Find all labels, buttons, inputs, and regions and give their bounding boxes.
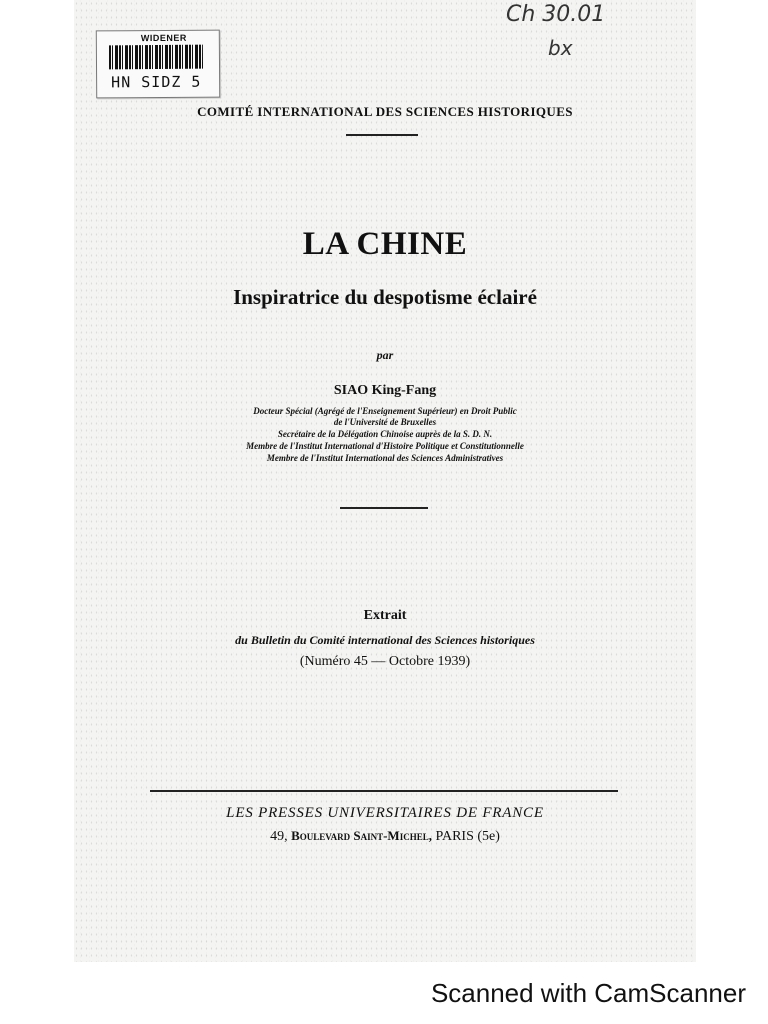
extract-issue: (Numéro 45 — Octobre 1939) <box>299 654 471 669</box>
document-title: LA CHINE <box>302 226 468 262</box>
divider-middle <box>340 507 428 509</box>
scanner-watermark: Scanned with CamScanner <box>430 978 746 1008</box>
credential-line: Docteur Spécial (Agrégé de l'Enseignement Supérieur) en Droit Public <box>253 406 517 416</box>
extract-source-title: Bulletin du Comité international des Sciences historiques <box>250 633 535 647</box>
barcode-icon <box>109 45 203 70</box>
extract-source <box>74 633 696 648</box>
document-subtitle: Inspiratrice du despotisme éclairé <box>233 285 537 309</box>
divider-bottom <box>150 790 618 792</box>
publisher-name: LES PRESSES UNIVERSITAIRES DE FRANCE <box>226 805 544 821</box>
author-name: SIAO King-Fang <box>333 383 437 398</box>
divider-top <box>346 134 418 136</box>
label-library-name: WIDENER <box>140 32 187 44</box>
extract-heading: Extrait <box>363 608 407 623</box>
address-city: PARIS (5e) <box>435 829 500 844</box>
committee-heading: COMITÉ INTERNATIONAL DES SCIENCES HISTORIQUES <box>197 104 573 119</box>
extract-source-prefix: du <box>235 633 248 647</box>
handwritten-call-number: Ch 30.01 <box>506 2 606 27</box>
credential-line: Membre de l'Institut International des Sciences Administratives <box>266 453 504 463</box>
credential-line: Secrétaire de la Délégation Chinoise auprès de la S. D. N. <box>277 429 493 439</box>
by-line: par <box>376 348 394 362</box>
publisher-address <box>74 828 696 845</box>
handwritten-mark: bx <box>548 36 573 60</box>
label-code: HN SIDZ 5 <box>111 72 202 92</box>
address-number: 49, <box>270 829 288 844</box>
credential-line: Membre de l'Institut International d'Histoire Politique et Constitutionnelle <box>246 441 524 451</box>
address-street: Boulevard Saint-Michel, <box>291 828 432 843</box>
library-label <box>96 30 220 99</box>
credential-line: de l'Université de Bruxelles <box>333 417 437 427</box>
